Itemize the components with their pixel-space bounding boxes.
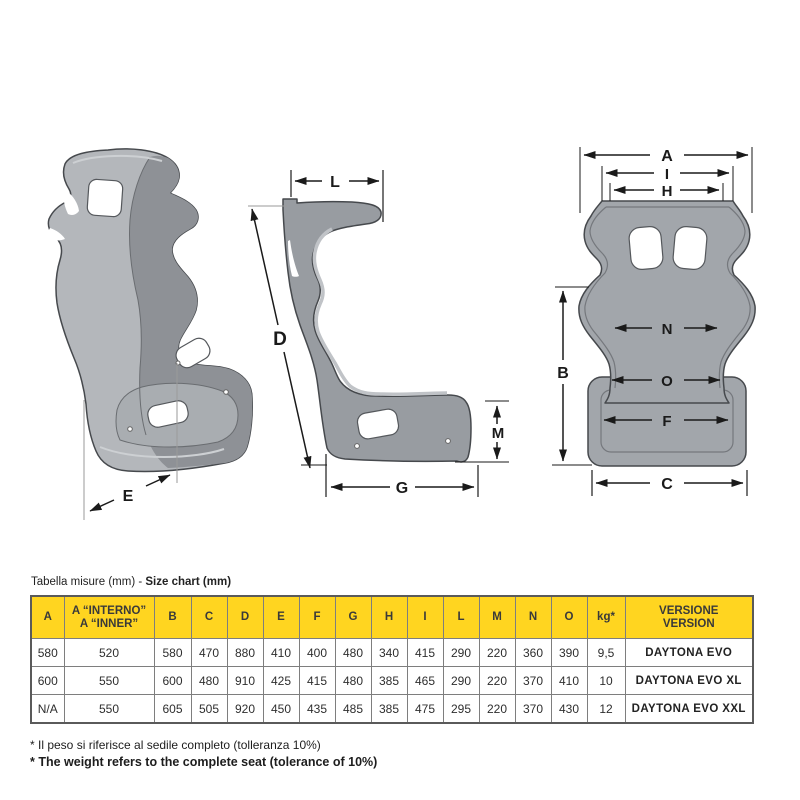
value-cell: 605 bbox=[154, 695, 191, 724]
size-chart-header-row bbox=[31, 596, 753, 639]
dimension-arrow-d bbox=[252, 209, 278, 325]
value-cell: 580 bbox=[154, 639, 191, 667]
dim-label-h: H bbox=[661, 183, 673, 200]
dimension-arrow-e bbox=[90, 500, 114, 511]
value-cell: 290 bbox=[443, 639, 479, 667]
value-cell: 480 bbox=[191, 667, 227, 695]
version-cell: DAYTONA EVO XXL bbox=[625, 695, 753, 724]
value-cell: 370 bbox=[515, 695, 551, 724]
column-header-10: L bbox=[443, 596, 479, 639]
value-cell: 520 bbox=[64, 639, 154, 667]
size-chart-section bbox=[30, 576, 754, 769]
dim-label-l: L bbox=[330, 174, 340, 191]
value-cell: 920 bbox=[227, 695, 263, 724]
value-cell: 370 bbox=[515, 667, 551, 695]
value-cell: 600 bbox=[154, 667, 191, 695]
value-cell: 10 bbox=[587, 667, 625, 695]
column-header-1: A “INTERNO” A “INNER” bbox=[64, 596, 154, 639]
value-cell: 600 bbox=[31, 667, 64, 695]
value-cell: 550 bbox=[64, 695, 154, 724]
table-row bbox=[31, 639, 753, 667]
value-cell: 295 bbox=[443, 695, 479, 724]
value-cell: 400 bbox=[299, 639, 335, 667]
table-row bbox=[31, 667, 753, 695]
belt-hole-left bbox=[628, 226, 664, 271]
value-cell: 9,5 bbox=[587, 639, 625, 667]
column-header-6: F bbox=[299, 596, 335, 639]
value-cell: 480 bbox=[335, 639, 371, 667]
dim-label-d: D bbox=[273, 329, 287, 350]
value-cell: 12 bbox=[587, 695, 625, 724]
value-cell: 415 bbox=[407, 639, 443, 667]
value-cell: 425 bbox=[263, 667, 299, 695]
column-header-7: G bbox=[335, 596, 371, 639]
size-chart-title-en: Size chart (mm) bbox=[145, 576, 232, 588]
seat-front-view bbox=[552, 147, 755, 496]
value-cell: 580 bbox=[31, 639, 64, 667]
belt-hole-right bbox=[672, 226, 708, 271]
seat-perspective-view bbox=[48, 149, 252, 520]
dim-label-g: G bbox=[395, 480, 409, 497]
value-cell: 910 bbox=[227, 667, 263, 695]
dim-label-b: B bbox=[557, 365, 569, 382]
column-header-13: O bbox=[551, 596, 587, 639]
value-cell: 220 bbox=[479, 639, 515, 667]
dim-label-m: M bbox=[491, 425, 505, 442]
column-header-11: M bbox=[479, 596, 515, 639]
value-cell: 550 bbox=[64, 667, 154, 695]
dim-label-c: C bbox=[661, 476, 673, 493]
dim-label-f: F bbox=[662, 413, 672, 430]
value-cell: 465 bbox=[407, 667, 443, 695]
column-header-3: C bbox=[191, 596, 227, 639]
footnote-english: * The weight refers to the complete seat (tolerance of 10%) bbox=[30, 755, 378, 769]
value-cell: 430 bbox=[551, 695, 587, 724]
value-cell: 385 bbox=[371, 695, 407, 724]
value-cell: 450 bbox=[263, 695, 299, 724]
size-chart-title-it: Tabella misure (mm) - bbox=[31, 576, 146, 588]
value-cell: 505 bbox=[191, 695, 227, 724]
value-cell: 485 bbox=[335, 695, 371, 724]
value-cell: 415 bbox=[299, 667, 335, 695]
value-cell: 390 bbox=[551, 639, 587, 667]
version-cell: DAYTONA EVO bbox=[625, 639, 753, 667]
column-header-15: VERSIONE VERSION bbox=[625, 596, 753, 639]
column-header-5: E bbox=[263, 596, 299, 639]
value-cell: 410 bbox=[551, 667, 587, 695]
value-cell: 470 bbox=[191, 639, 227, 667]
value-cell: 410 bbox=[263, 639, 299, 667]
seat-side-view bbox=[248, 170, 509, 497]
column-header-0: A bbox=[31, 596, 64, 639]
column-header-9: I bbox=[407, 596, 443, 639]
dim-label-o: O bbox=[661, 373, 673, 390]
value-cell: 220 bbox=[479, 667, 515, 695]
footnote-italian: * Il peso si riferisce al sedile completo (tolleranza 10%) bbox=[30, 738, 321, 752]
column-header-8: H bbox=[371, 596, 407, 639]
value-cell: 290 bbox=[443, 667, 479, 695]
headrest-hole bbox=[87, 179, 123, 217]
dim-label-e: E bbox=[122, 488, 134, 505]
value-cell: 880 bbox=[227, 639, 263, 667]
column-header-4: D bbox=[227, 596, 263, 639]
table-row bbox=[31, 695, 753, 724]
size-chart-title bbox=[31, 576, 754, 588]
value-cell: 360 bbox=[515, 639, 551, 667]
value-cell: 340 bbox=[371, 639, 407, 667]
dim-label-i: I bbox=[664, 166, 670, 183]
footnotes bbox=[30, 738, 754, 769]
value-cell: N/A bbox=[31, 695, 64, 724]
value-cell: 385 bbox=[371, 667, 407, 695]
dim-label-a: A bbox=[661, 148, 673, 165]
column-header-14: kg* bbox=[587, 596, 625, 639]
column-header-12: N bbox=[515, 596, 551, 639]
value-cell: 220 bbox=[479, 695, 515, 724]
value-cell: 480 bbox=[335, 667, 371, 695]
value-cell: 435 bbox=[299, 695, 335, 724]
value-cell: 475 bbox=[407, 695, 443, 724]
column-header-2: B bbox=[154, 596, 191, 639]
version-cell: DAYTONA EVO XL bbox=[625, 667, 753, 695]
size-chart-table bbox=[30, 595, 754, 724]
dim-label-n: N bbox=[661, 321, 673, 338]
